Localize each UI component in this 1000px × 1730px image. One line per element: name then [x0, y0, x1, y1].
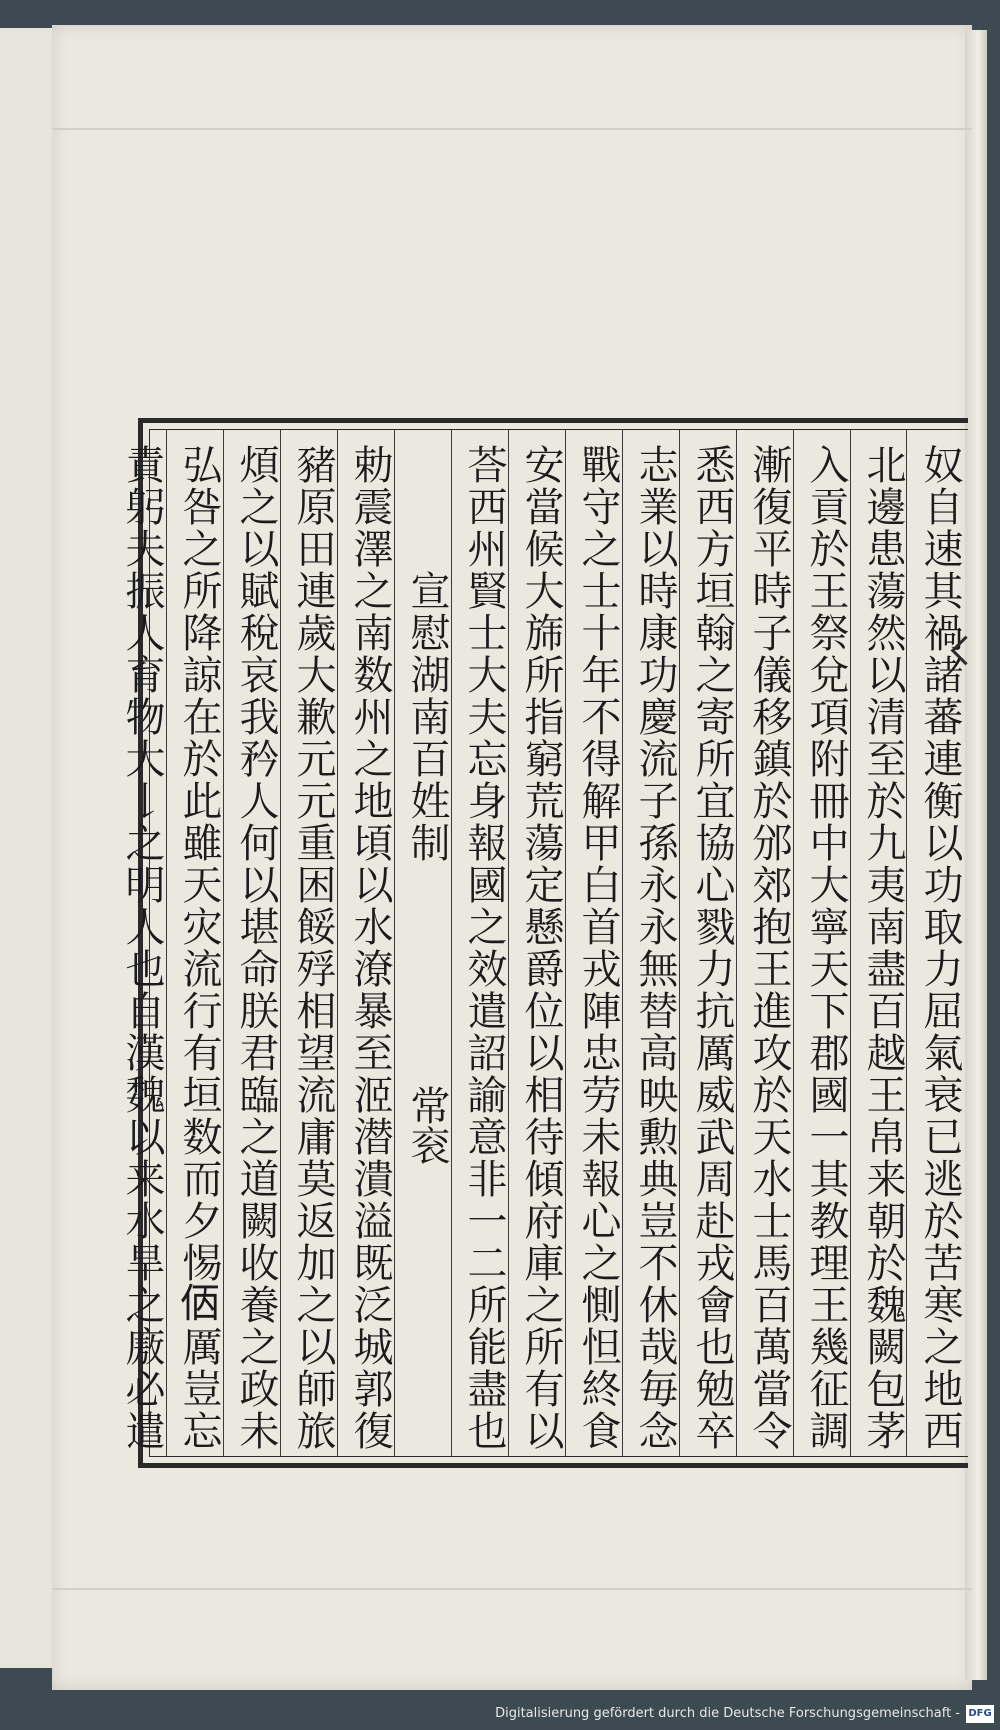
text-column-3: 入貢於王祭兌項附冊中大寧天下郡國一其教理王幾征調	[803, 444, 849, 1452]
text-column-5: 悉西方垣翰之寄所宜協心戮力抗厲威武周赴戎會也勉卒	[689, 444, 735, 1452]
text-frame	[119, 418, 968, 1468]
text-column-13: 煩之以賦稅哀我矜人何以堪命朕君臨之道闕收養之政未	[233, 444, 279, 1452]
text-column-8: 安當候大旆所指窮荒蕩定懸爵位以相待傾府庫之所有以	[518, 444, 564, 1452]
author-name: 常衮	[404, 1085, 450, 1165]
footer-bar	[0, 1700, 1000, 1730]
text-column-15: 責躬夫振人育物大𠄌之明人也自漢魏以来水旱之廒必遣	[119, 444, 165, 1452]
text-column-6: 志業以時康功慶流子孫永永無替高映勲典豈不休哉毎念	[632, 444, 678, 1452]
digitization-credit: Digitalisierung gefördert durch die Deutsche Forschungsgemeinschaft -	[495, 1706, 960, 1721]
page-stack-edge	[965, 30, 987, 1680]
text-column-12: 豬原田連歲大歉元元重困餒殍相望流庸莫返加之以師旅	[290, 444, 336, 1452]
text-column-1: 奴自速其禍諸蕃連衡以功取力屈氣衰已逃於苦寒之地西	[917, 444, 963, 1452]
text-column-14: 弘咎之所降諒在於此雖天灾流行有垣数而夕惕𠈇厲豈忘	[176, 444, 222, 1452]
text-column-7: 戰守之士十年不得解甲白首戎陣忠劳未報心之惻怛終食	[575, 444, 621, 1452]
previous-page-edge	[0, 28, 54, 1668]
text-column-2: 北邊患蕩然以清至於九夷南盡百越王帛来朝於魏闕包茅	[860, 444, 906, 1452]
text-column-9: 荅西州賢士大夫忘身報國之效遣詔諭意非一二所能盡也	[461, 444, 507, 1452]
text-frame-inner	[119, 429, 968, 1457]
section-heading: 宣慰湖南百姓制	[404, 570, 450, 864]
text-column-11: 勅震澤之南数州之地頃以水潦暴至洍潜潰溢既泛城郭復	[347, 444, 393, 1452]
dfg-logo: DFG	[966, 1705, 994, 1723]
page-fold-top	[52, 128, 972, 130]
page-fold-bottom	[52, 1588, 972, 1590]
text-column-4: 漸復平時子儀移鎮於邠郊抱王進攻於天水士馬百萬當令	[746, 444, 792, 1452]
